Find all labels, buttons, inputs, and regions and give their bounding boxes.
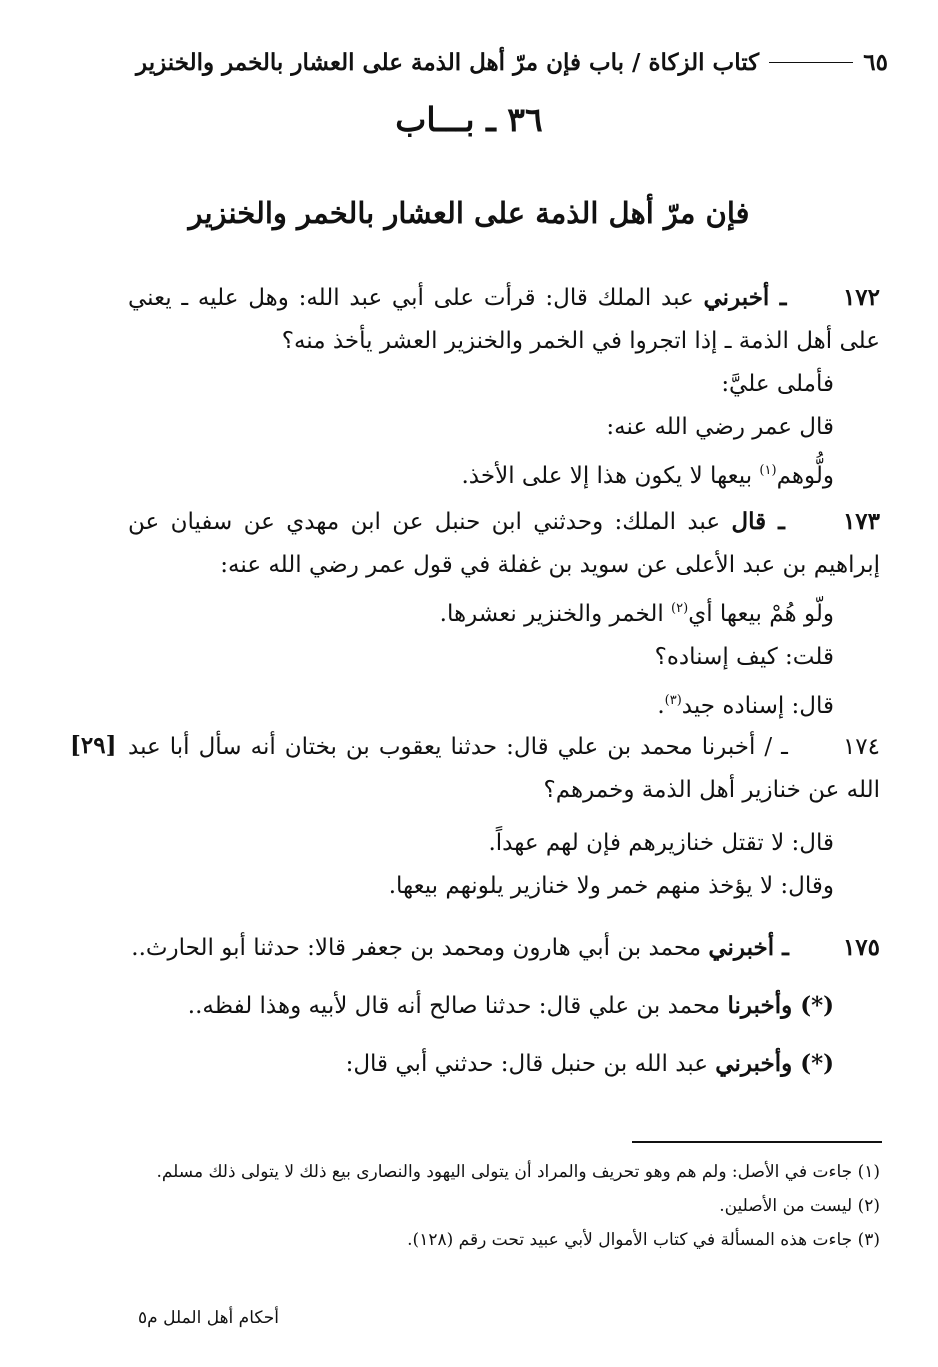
paragraph-172-line-2: فأملى عليَّ: [721, 371, 834, 397]
paragraph-173-line-3: قلت: كيف إسناده؟ [654, 644, 834, 670]
hadith-number-173: ١٧٣ ـ قال [731, 508, 880, 535]
header-title: كتاب الزكاة / باب فإن مرّ أهل الذمة على العشار بالخمر والخنزير [136, 48, 760, 76]
paragraph-175-line-3-text: عبد الله بن حنبل قال: حدثني أبي قال: [345, 1051, 716, 1077]
paragraph-173-line-2-b: الخمر والخنزير نعشرها. [439, 601, 672, 627]
paragraph-172-line-4-b: بيعها لا يكون هذا إلا على الأخذ. [461, 463, 760, 489]
paragraph-175-line-2 [128, 984, 880, 1028]
paragraph-174-line-3: وقال: لا يؤخذ منهم خمر ولا خنازير يلونهم بيعها. [388, 873, 834, 899]
footnote-separator [632, 1141, 882, 1143]
footnote-ref-1[interactable]: (١) [759, 463, 777, 478]
paragraph-172-line-4 [128, 449, 880, 498]
running-header [136, 42, 888, 82]
paragraph-173-line-2-a: ولّو هُمْ بيعها أي [688, 601, 834, 627]
hadith-number-172: ١٧٢ ـ أخبرني [703, 284, 880, 311]
paragraph-173-text: عبد الملك: وحدثني ابن حنبل عن ابن مهدي عن سفيان عن إبراهيم بن عبد الأعلى عن سويد بن غفلة في قول عمر رضي الله عنه: [128, 509, 880, 578]
paragraph-173-line-2 [128, 587, 880, 636]
signature-mark: أحكام أهل الملل م٥ [138, 1308, 279, 1328]
footnotes [128, 1155, 880, 1257]
manuscript-folio-marker: [٢٩] [70, 732, 117, 759]
paragraph-175-opening [128, 926, 880, 970]
paragraph-175-line-3-lead: (*) وأخبرني [715, 1050, 834, 1077]
paragraph-174-opening [128, 726, 880, 812]
footnote-2: (٢) ليست من الأصلين. [719, 1196, 880, 1216]
paragraph-173 [128, 500, 880, 728]
paragraph-173-line-4 [128, 679, 880, 728]
paragraph-172-line-4-a: ولُّوهم [776, 463, 834, 489]
paragraph-172-opening [128, 276, 880, 363]
paragraph-174-text: ١٧٤ ـ / أخبرنا محمد بن علي قال: حدثنا يعقوب بن بختان أنه سأل أبا عبد الله عن خنازير أهل الذمة وخمرهم؟ [128, 734, 880, 803]
paragraph-175 [128, 926, 880, 1086]
header-rule [769, 62, 853, 63]
paragraph-174 [128, 726, 880, 908]
paragraph-172-line-3: قال عمر رضي الله عنه: [606, 414, 834, 440]
hadith-number-175: ١٧٥ ـ أخبرني [708, 934, 880, 961]
chapter-title: فإن مرّ أهل الذمة على العشار بالخمر والخنزير [188, 196, 750, 230]
paragraph-175-text: محمد بن أبي هارون ومحمد بن جعفر قالا: حدثنا أبو الحارث.. [131, 935, 709, 961]
footnote-ref-3[interactable]: (٣) [664, 693, 682, 708]
paragraph-172 [128, 276, 880, 498]
paragraph-173-line-4-b: . [657, 693, 665, 719]
paragraph-173-line-4-a: قال: إسناده جيد [681, 693, 834, 719]
footnote-1: (١) جاءت في الأصل: ولم هم وهو تحريف والمراد أن يتولى اليهود والنصارى بيع ذلك لا يتولى ذلك مسلم. [156, 1162, 880, 1182]
chapter-number: ٣٦ ـ بـــاب [395, 100, 543, 139]
page-number: ٦٥ [863, 48, 888, 76]
paragraph-175-line-3 [128, 1042, 880, 1086]
footnote-ref-2[interactable]: (٢) [671, 601, 689, 616]
paragraph-173-opening [128, 500, 880, 587]
paragraph-172-text: عبد الملك قال: قرأت على أبي عبد الله: وهل عليه ـ يعني على أهل الذمة ـ إذا اتجروا في الخمر والخنزير العشر يأخذ منه؟ [128, 285, 880, 354]
paragraph-175-line-2-text: محمد بن علي قال: حدثنا صالح أنه قال لأبيه وهذا لفظه.. [187, 993, 728, 1019]
footnote-3: (٣) جاءت هذه المسألة في كتاب الأموال لأبي عبيد تحت رقم (١٢٨). [407, 1230, 880, 1250]
paragraph-175-line-2-lead: (*) وأخبرنا [727, 992, 834, 1019]
paragraph-174-line-2: قال: لا تقتل خنازيرهم فإن لهم عهداً. [488, 830, 834, 856]
